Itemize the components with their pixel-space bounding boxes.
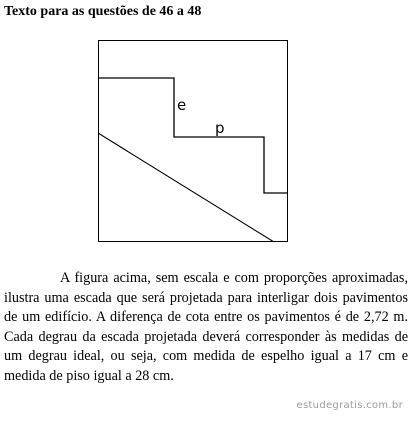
stair-profile [98,78,288,193]
section-heading: Texto para as questões de 46 a 48 [4,4,202,19]
site-watermark: estudegratis.com.br [296,400,403,411]
stair-slope-line [98,133,274,242]
label-e: e [177,96,187,114]
figure-frame [99,41,288,242]
question-text [4,269,408,387]
paragraph-body: A figura acima, sem escala e com proporções aproximadas, ilustra uma escada que será projetada para interligar dois pavimentos de um edifício. A diferença de cota entre os pavimentos é de 2,72 m. Cada degrau da escada projetada deverá corresponder às medidas de um degrau ideal, ou seja, com medida de espelho igual a 17 cm e medida de piso igual a 28 cm. [4,270,408,384]
staircase-figure [98,40,288,242]
staircase-diagram [98,40,288,242]
label-p: p [215,119,225,137]
